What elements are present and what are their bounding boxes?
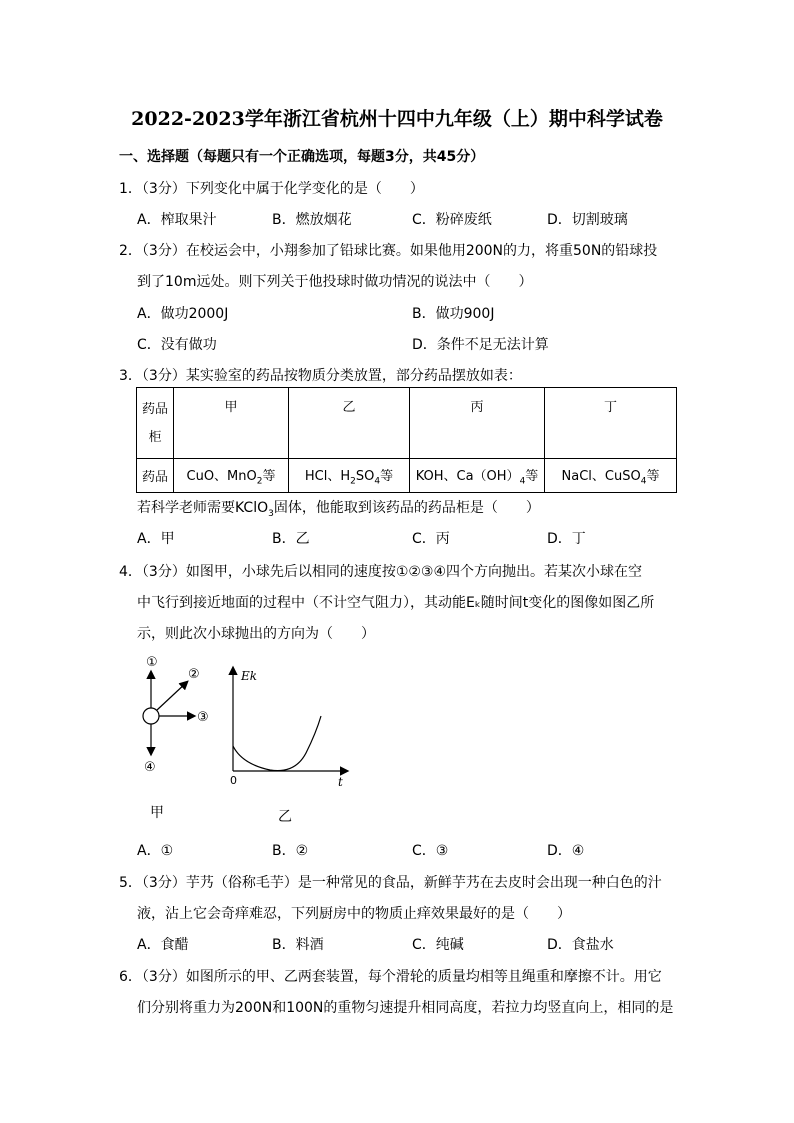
dir-label-4: ④ (144, 760, 156, 775)
ball (143, 708, 159, 724)
cabinet-jia: 甲 (174, 388, 289, 459)
q4-stem-line2: 中飞行到接近地面的过程中（不计空气阻力），其动能Eₖ随时间t变化的图像如图乙所 (137, 595, 655, 611)
q1-option-c: C．粉碎废纸 (412, 212, 492, 228)
dir-label-3: ③ (197, 710, 209, 725)
drugs-jia: CuO、MnO$_2$等 (174, 459, 289, 493)
q2-stem-line2: 到了10m远处。则下列关于他投球时做功情况的说法中（ ） (137, 274, 533, 290)
cabinet-ding: 丁 (545, 388, 677, 459)
axis-label-t: t (338, 775, 343, 788)
figure-jia-caption: 甲 (150, 805, 164, 821)
q2-option-c: C．没有做功 (137, 337, 217, 353)
drugs-yi: HCl、$H_2SO_4$等 (289, 459, 410, 493)
q5-option-b: B．料酒 (272, 937, 324, 953)
q5-option-d: D．食盐水 (547, 937, 614, 953)
q3-option-d: D．丁 (547, 531, 586, 547)
q2-option-b: B．做功900J (412, 306, 495, 322)
q1-stem: 1．（3分）下列变化中属于化学变化的是（ ） (119, 181, 424, 197)
q2-option-d: D．条件不足无法计算 (412, 337, 549, 353)
dir-label-2: ② (188, 667, 200, 682)
row-label-drugs: 药品 (137, 459, 174, 493)
drugs-bing: KOH、$Ca(OH)_4$等 (410, 459, 545, 493)
figure-yi-ek-graph (220, 658, 355, 788)
q4-option-b: B．② (272, 843, 309, 859)
cabinet-bing: 丙 (410, 388, 545, 459)
dir-label-1: ① (146, 655, 158, 670)
q2-stem-line1: 2．（3分）在校运会中，小翔参加了铅球比赛。如果他用200N的力，将重50N的铅球投 (119, 243, 658, 259)
q5-option-c: C．纯碱 (412, 937, 464, 953)
q3-follow-up: 若科学老师需要KClO$_3$固体，他能取到该药品的药品柜是（ ） (137, 500, 540, 519)
q1-option-b: B．燃放烟花 (272, 212, 352, 228)
q3-option-a: A．甲 (137, 531, 175, 547)
page-title: 2022-2023学年浙江省杭州十四中九年级（上）期中科学试卷 (131, 108, 663, 130)
q5-option-a: A．食醋 (137, 937, 189, 953)
cabinet-yi: 乙 (289, 388, 410, 459)
drugs-ding: NaCl、CuSO$_4$等 (545, 459, 677, 493)
q3-option-b: B．乙 (272, 531, 310, 547)
q5-stem-line2: 液，沾上它会奇痒难忍，下列厨房中的物质止痒效果最好的是（ ） (137, 906, 571, 922)
axis-label-ek: Ek (241, 669, 258, 683)
drug-cabinet-table (136, 387, 677, 493)
figure-yi-caption: 乙 (278, 809, 292, 825)
q6-stem-line1: 6．（3分）如图所示的甲、乙两套装置，每个滑轮的质量均相等且绳重和摩擦不计。用它 (119, 969, 662, 985)
arrow-2-diagonal (157, 682, 187, 710)
q2-option-a: A．做功2000J (137, 306, 229, 322)
q1-option-a: A．榨取果汁 (137, 212, 217, 228)
q5-stem-line1: 5．（3分）芋艿（俗称毛芋）是一种常见的食品，新鲜芋艿在去皮时会出现一种白色的汁 (119, 875, 662, 891)
origin-label: 0 (230, 774, 237, 787)
q3-option-c: C．丙 (412, 531, 450, 547)
figure-jia-directions (130, 650, 220, 775)
q4-stem-line1: 4．（3分）如图甲，小球先后以相同的速度按①②③④四个方向抛出。若某次小球在空 (119, 564, 643, 580)
section-heading: 一、选择题（每题只有一个正确选项，每题3分，共45分） (119, 149, 485, 165)
ek-curve (233, 716, 321, 771)
q4-stem-line3: 示，则此次小球抛出的方向为（ ） (137, 626, 375, 642)
q4-option-a: A．① (137, 843, 174, 859)
q1-option-d: D．切割玻璃 (547, 212, 628, 228)
q3-stem: 3．（3分）某实验室的药品按物质分类放置，部分药品摆放如表： (119, 368, 522, 384)
q4-option-c: C．③ (412, 843, 449, 859)
table-header-label: 药品 柜 (137, 388, 174, 459)
q4-option-d: D．④ (547, 843, 585, 859)
q6-stem-line2: 们分别将重力为200N和100N的重物匀速提升相同高度，若拉力均竖直向上，相同的是 (137, 1000, 674, 1016)
